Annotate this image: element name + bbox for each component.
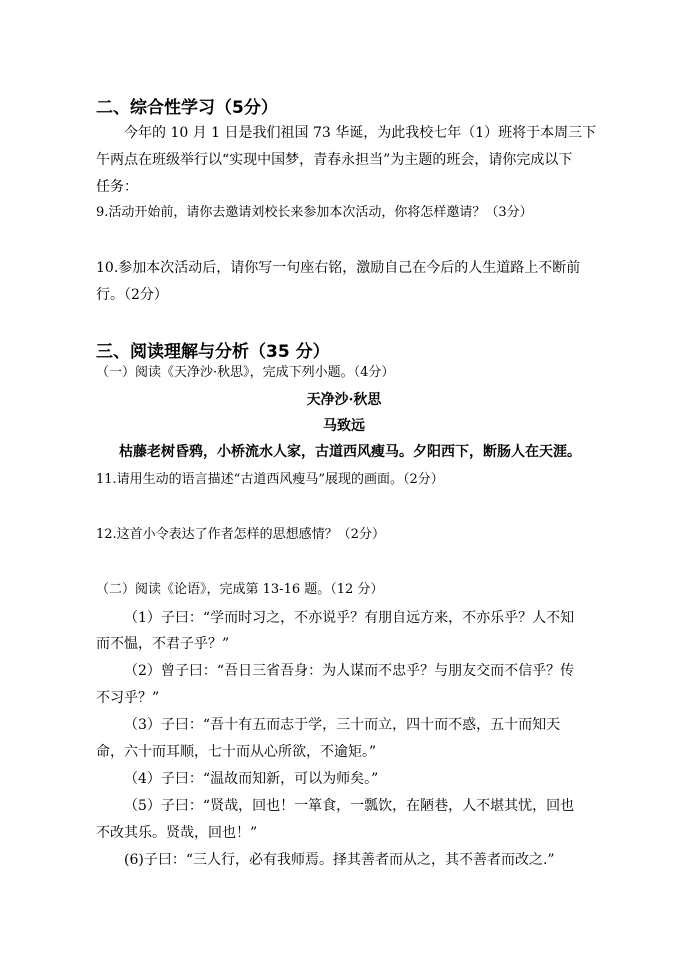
- intro-line-3: 任务：: [96, 179, 138, 195]
- intro-line-1: 今年的 10 月 1 日是我们祖国 73 华诞，为此我校七年（1）班将于本周三下: [124, 125, 597, 141]
- part1-intro: （一）阅读《天净沙·秋思》，完成下列小题。（4分）: [96, 365, 395, 380]
- question-10-line-1: 10.参加本次活动后，请你写一句座右铭，激励自己在今后的人生道路上不断前: [96, 260, 581, 276]
- section-heading-2: 二、综合性学习（5分）: [96, 98, 278, 118]
- part2-intro: （二）阅读《论语》，完成第 13-16 题。（12 分）: [96, 582, 384, 597]
- lunyu-2-line-2: 不习乎？”: [96, 690, 160, 706]
- lunyu-1-line-1: （1）子曰：“学而时习之，不亦说乎？有朋自远方来，不亦乐乎？人不知: [124, 610, 575, 626]
- poem-author: 马致远: [323, 418, 365, 434]
- intro-line-2: 午两点在班级举行以“实现中国梦，青春永担当”为主题的班会，请你完成以下: [96, 152, 573, 168]
- question-11: 11.请用生动的语言描述“古道西风瘦马”展现的画面。（2分）: [96, 472, 444, 487]
- lunyu-5-line-1: （5）子曰：“贤哉，回也！一箪食，一瓢饮，在陋巷，人不堪其忧，回也: [124, 798, 575, 814]
- lunyu-5-line-2: 不改其乐。贤哉，回也！”: [96, 825, 258, 841]
- section-heading-3: 三、阅读理解与分析（35 分）: [96, 342, 330, 362]
- question-12: 12.这首小令表达了作者怎样的思想感情？（2分）: [96, 527, 385, 542]
- poem-title: 天净沙·秋思: [306, 392, 382, 408]
- question-10-line-2: 行。（2分）: [96, 287, 168, 303]
- lunyu-6-line-1: (6)子曰：“三人行，必有我师焉。择其善者而从之，其不善者而改之.”: [124, 852, 555, 868]
- poem-text: 枯藤老树昏鸦，小桥流水人家，古道西风瘦马。夕阳西下，断肠人在天涯。: [119, 444, 581, 460]
- lunyu-4-line-1: （4）子曰：“温故而知新，可以为师矣。”: [124, 771, 379, 787]
- lunyu-1-line-2: 而不愠，不君子乎？”: [96, 636, 230, 652]
- lunyu-3-line-2: 命，六十而耳顺，七十而从心所欲，不逾矩。”: [96, 744, 377, 760]
- lunyu-2-line-1: （2）曾子曰：“吾日三省吾身：为人谋而不忠乎？与朋友交而不信乎？传: [124, 663, 575, 679]
- lunyu-3-line-1: （3）子曰：“吾十有五而志于学，三十而立，四十而不惑，五十而知天: [124, 717, 561, 733]
- question-9: 9.活动开始前，请你去邀请刘校长来参加本次活动，你将怎样邀请？（3分）: [96, 205, 533, 220]
